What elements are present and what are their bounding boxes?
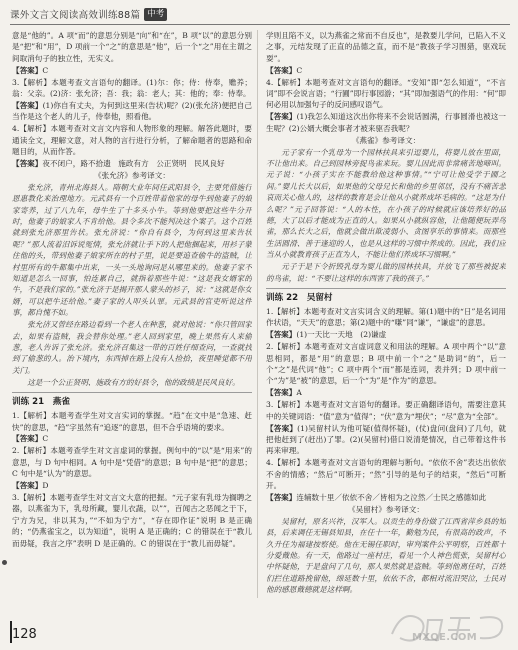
answer-text: (1)一天比一天地 (2)谦虚: [296, 330, 387, 340]
translation-title: 《吴留村》参考译文：: [348, 504, 424, 514]
column-divider: [257, 30, 258, 598]
answer-line: [12, 433, 252, 444]
answer-label: 【答案】: [12, 65, 43, 75]
translation-paragraph: 元子于是下令折毁乳母为婴儿做的园林扶具，并放飞了那些被捉来的鸟雀，说：“不要让这样的东西害了我的孩子。”: [266, 262, 506, 283]
answer-text: C: [42, 65, 49, 75]
translation-paragraph: 张允济又曾经在路边看到一个老人在种葱，就对他说：“你只管回家去，如果有盗贼，我会替你处理。”老人回到家里，晚上果然有人来偷葱，老人告诉了张允济。张允济召集这一带的百姓仔细查问，一查就找到了偷葱的人。治下境内，东西掉在路上没有人捡拾，夜里睡觉都不用关门。: [12, 320, 252, 375]
section-heading: 训练 21 燕雀: [12, 392, 252, 408]
answer-label: 【答案】: [12, 434, 43, 444]
answer-line: [12, 65, 252, 76]
book-title: 课外文言文阅读高效训练88篇: [10, 10, 141, 21]
header-rule: [10, 24, 510, 25]
answer-label: 【答案】: [266, 65, 297, 75]
answer-text: C: [42, 434, 49, 444]
translation-paragraph: 元子家有一个乳母为一个园林扶具来引逗婴儿，将婴儿放在里面，不让他出来。自己到园林旁捉鸟雀来玩。婴儿因此而非常痛苦地啼叫。元子说：“小孩子实在不能教给他这种事情。”“宁可让他受学于圃之间。”婴儿长大以后，如果他的父母兄长和他的乡里邻居，没有不痛苦悲哀而关心他人的，这样的教育是会让他从小就养成坏毛病的。“这是为什么呢？”元子回答说：“人的本性，在小孩子的时候就应该培养好的品德，大了以后才能成为正直的人。如果从小就纵容他，让他随便玩弄鸟雀，那么长大之后，他就会做出欺凌弱小、贪图享乐的事情来。而那些生活圆滑、善于逢迎的人，也是从这样的习惯中养成的。因此，我们应当从小就教育孩子正直为人，不能让他们养成坏习惯啊。”: [266, 147, 506, 260]
answer-line: [12, 158, 252, 169]
answer-line: [266, 492, 506, 503]
analysis-paragraph: 3.【解析】本题考查学生对文言文大意的把握。“元子家有乳母为搁聘之器，以燕雀为下，乳母所藏，婴儿衣蔬，以””，百闻古之恶闻之于下，宁方为兄，非以其为，”“不如为宁方”，“存在即作证”说明 B 是正确的；“仍燕雀宝之，以为知道”，说明 A 是正确的；C 的错误在于“教儿而毋疑，我言之序”表明 D 是正确的。C 的错误在于“教儿而毋疑”。: [12, 492, 252, 548]
translation-title: 《张允济》参考译文：: [94, 170, 170, 180]
answer-text: (1)你自有丈夫，为何到这里来(告状)呢？(2)(张允济)便把自己当作是这个老人的儿子，侍奉他，照看他。: [12, 100, 252, 122]
grade-badge: 中考: [144, 8, 167, 21]
answer-line: [266, 65, 506, 76]
answer-text: D: [42, 481, 49, 491]
answer-label: 【答案】: [12, 100, 43, 110]
answer-line: [266, 329, 506, 340]
answer-text: C: [296, 65, 303, 75]
analysis-paragraph: 意是“他的”。A 项“而”的意思分别是“向”和“在”，B 项“以”的意思分别是“把”和“用”，D 项前一个“之”的意思是“他”，后一个“之”用在主谓之间取消句子的独立性，无实义。: [12, 31, 252, 63]
analysis-paragraph: 4.【解析】本题考查对文言语句的翻译。“安知”即“怎么知道”，“不言词”即不会说言语；“行圃”即行事园游；“其”即加强语气的作用：“何”即何必用以加强句子的反问感叹语气。: [266, 77, 506, 110]
analysis-paragraph: 4.【解析】本题考查对文言文内容和人物形象的理解。解答此题时，要通读全文，理解文意，对人物的言行进行分析，了解命题者的思路和命题目的，从而作答。: [12, 124, 252, 157]
answer-label: 【答案】: [12, 158, 43, 168]
watermark-text: MXQE.COM: [412, 632, 477, 643]
translation-paragraph: 张允济，青州北海县人。隋朝大业年间任武阳县令，主要凭借施行恩惠教化来治理地方。元武县有一个百姓带着他家的母牛到他妻子的娘家寄养，过了八九年，母牛生了十多头小牛。等到他要把这些牛分开时，他妻子的娘家人不肯给他。县令多次不能判决这个案子。这个百姓就到张允济那里告状。张允济说：“你自有县令，为何到这里来告状呢？”那人流着泪诉说冤情，张允济就让手下的人把他捆起来，用衫子蒙住他的头，带到他妻子娘家所在的村子里，说是要追查偷牛的盗贼，让村里所有的牛都集中出来，一头一头地询问是从哪里来的。他妻子家不知道是怎么一回事，怕连累自己，就指着那些牛说：“这是我女婿家的牛，不是我们家的。”张允济于是揭开那人蒙头的衫子，说：“这就是你女婿，可以把牛还给他。”妻子家的人叩头认罪。元武县的官吏听说这件事，都自愧不如。: [12, 182, 252, 318]
left-column: [12, 30, 252, 598]
answer-text: (1)我怎么知道这次出你将来不会说话圆满，行事圆滑也被这一生呢？(2)公婿大概会事者才被来驱否我呢？: [266, 112, 506, 133]
page-number: 128: [12, 627, 37, 642]
answer-label: 【答案】: [266, 112, 297, 122]
page-header: [10, 6, 510, 22]
analysis-paragraph: 1.【解析】本题考查对文言实词含义的理解。第(1)题中的“日”是名词用作状语，“天天”的意思；第(2)题中的“嗛”同“谦”，“谦虚”的意思。: [266, 306, 506, 328]
translation-title: 《燕雀》参考译文：: [351, 135, 421, 145]
answer-line: [266, 111, 506, 134]
section-heading: 训练 22 吴留村: [266, 288, 506, 304]
analysis-paragraph: 1.【解析】本题考查学生对文言实词的掌握。“趋”在文中是“急速、赶快”的意思，“趋”字虽然有“追逐”的意思，但不合乎语境的要求。: [12, 411, 252, 432]
answer-label: 【答案】: [12, 481, 43, 491]
answer-line: [266, 423, 506, 457]
analysis-paragraph: 3.【解析】本题考查文言语句的翻译。(1)尔：你；侍：侍奉，赡养；翁：父亲。(2)济：张允济；吾：我；翁：老人；其：他的；奉：侍奉。: [12, 77, 252, 99]
right-column: [266, 30, 506, 598]
margin-dot-icon: [2, 560, 7, 565]
answer-text: A: [296, 388, 302, 398]
translation-paragraph: 吴留村，原名兴祚，汉军人。以贡生的身份做了江西省萍乡县的知县，后来调任无锡县知县，在任十一年，勤勉为民，有很高的政声，不久升任为福建按察使。他在无锡任职时，审判案件公平明察，百姓都十分爱戴他。有一天，他路过一座村庄，看见一个人神色慌张，吴留村心中怀疑他，于是盘问了几句，那人果然就是盗贼。等到他离任时，百姓们拦住道路挽留他，绵延数十里，依依不舍，都相对流泪哭泣，士民对他的感恩戴德就是这样啊。: [266, 516, 506, 595]
answer-line: [266, 387, 506, 398]
analysis-paragraph: 2.【解析】本题考查对文言虚词意义和用法的理解。A 项中两个“以”意思相同，都是“用”的意思；B 项中前一个“之”是助词“的”，后一个“之”是代词“他”；C 项中两个“而”都是连词，表并列；D 项中前一个“为”是“被”的意思，后一个“为”是“作为”的意思。: [266, 342, 506, 386]
analysis-paragraph: 3.【解析】本题考查对文言语句的翻译。要正确翻译语句，需要注意其中的关键词语：“值”意为“值得”；“伏”意为“埋伏”；“尽”意为“全部”。: [266, 400, 506, 421]
analysis-paragraph: 2.【解析】本题考查学生对文言虚词的掌握。例句中的“以”是“用来”的意思，与 D 句中相同。A 句中是“凭借”的意思；B 句中是“把”的意思；C 句中是“认为”的意思。: [12, 446, 252, 479]
answer-line: [12, 100, 252, 123]
answer-text: (1)吴留村认为他可疑(值得怀疑)，(仗)盘问(盘问)了几句，就把他赶到了(赶出)了罪。(2)(吴留村)借口说清楚情况，自己带着这件书再来审理。: [266, 423, 506, 456]
answer-label: 【答案】: [266, 388, 297, 398]
answer-label: 【答案】: [266, 330, 297, 340]
answer-label: 【答案】: [266, 492, 297, 502]
analysis-paragraph: 4.【解析】本题考查对文言语句的理解与断句。“依依不舍”表达出依依不舍的情感；“然后”可断开；“然”引导的是句子的结束，“然后”可断开。: [266, 458, 506, 491]
answer-text: 连辅数十里／依依不舍／皆相为之泣然／士民之感德如此: [296, 492, 487, 502]
answer-label: 【答案】: [266, 423, 298, 433]
translation-paragraph: 这是一个公正贤明、施政有方的好县令，他的政绩是民风良好。: [27, 377, 240, 387]
answer-text: 夜不闭户，路不拾遗 施政有方 公正贤明 民风良好: [42, 158, 225, 168]
analysis-paragraph: 学则且陷不义，以为燕雀之常而不自反也”，是教要儿学问，已陷入不义之事，元结发现了正直的品德之直，而不是“教孩子学习围猎，驱戏玩耍”。: [266, 31, 506, 63]
answer-line: [12, 480, 252, 491]
